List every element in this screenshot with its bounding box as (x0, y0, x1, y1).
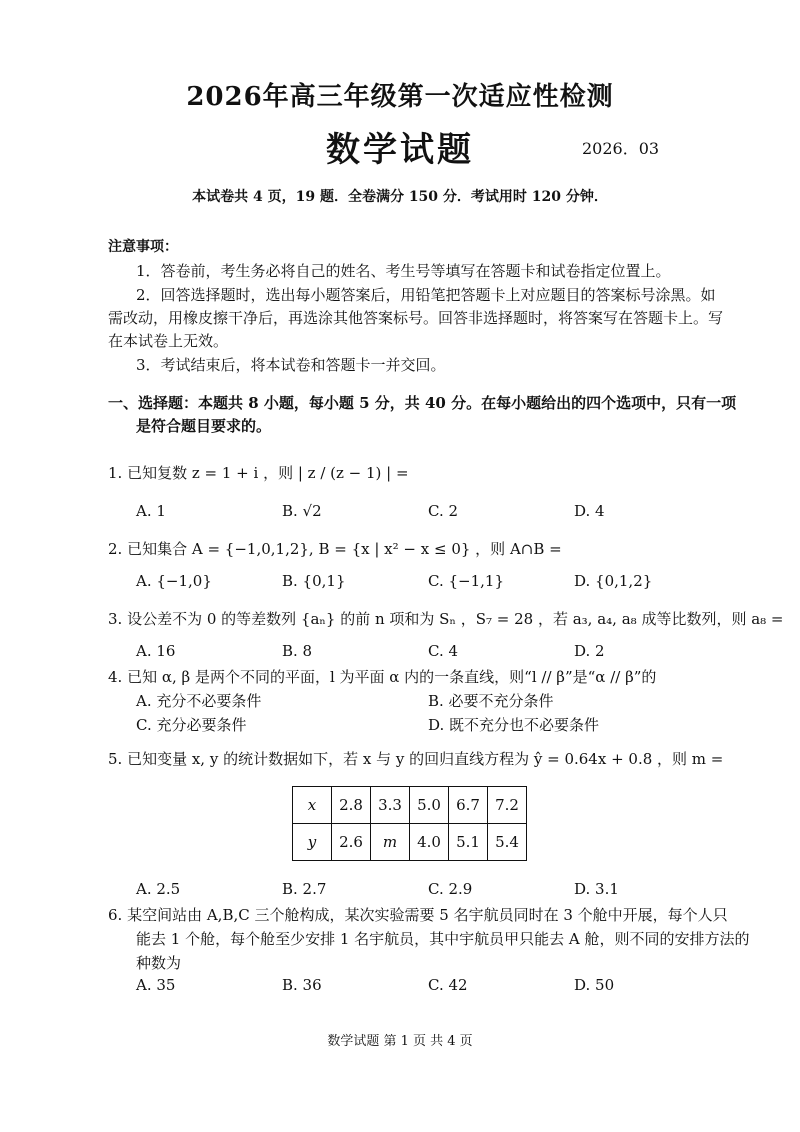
subject-title: 数学试题 (326, 130, 474, 170)
q4-option-c: C. 充分必要条件 (136, 716, 247, 734)
table-cell: x (293, 787, 332, 824)
table-cell: 5.4 (488, 824, 527, 861)
question-6-line2: 能去 1 个舱，每个舱至少安排 1 名宇航员，其中宇航员甲只能去 A 舱，则不同的安排方法的 (136, 930, 750, 948)
q1-option-b: B. √2 (282, 502, 322, 520)
q5-option-c: C. 2.9 (428, 880, 473, 898)
table-cell: 5.0 (410, 787, 449, 824)
question-3-stem: 3. 设公差不为 0 的等差数列 {aₙ} 的前 n 项和为 Sₙ ，S₇ = 28 ，若 a₃, a₄, a₈ 成等比数列，则 a₈ = (108, 610, 784, 628)
q4-option-a: A. 充分不必要条件 (136, 692, 262, 710)
question-2-stem: 2. 已知集合 A = {−1,0,1,2}, B = {x | x² − x ≤ 0} ，则 A∩B = (108, 540, 562, 558)
section-heading-line2: 是符合题目要求的。 (136, 417, 272, 435)
q5-option-a: A. 2.5 (136, 880, 181, 898)
table-cell: 2.6 (332, 824, 371, 861)
q4-option-d: D. 既不充分也不必要条件 (428, 716, 600, 734)
q2-option-b: B. {0,1} (282, 572, 346, 590)
page-footer: 数学试题 第 1 页 共 4 页 (327, 1034, 473, 1049)
table-cell: 5.1 (449, 824, 488, 861)
q5-option-d: D. 3.1 (574, 880, 619, 898)
exam-date: 2026．03 (582, 139, 660, 158)
question-6-line3: 种数为 (136, 954, 182, 972)
q5-option-b: B. 2.7 (282, 880, 327, 898)
exam-intro: 本试卷共 4 页，19 题．全卷满分 150 分．考试用时 120 分钟． (192, 189, 608, 205)
table-cell: 6.7 (449, 787, 488, 824)
q3-option-d: D. 2 (574, 642, 605, 660)
q6-option-c: C. 42 (428, 976, 468, 994)
q1-option-a: A. 1 (136, 502, 166, 520)
q4-option-b: B. 必要不充分条件 (428, 692, 554, 710)
q3-option-a: A. 16 (136, 642, 176, 660)
q6-option-d: D. 50 (574, 976, 615, 994)
q6-option-b: B. 36 (282, 976, 322, 994)
q6-option-a: A. 35 (136, 976, 176, 994)
question-5-stem: 5. 已知变量 x, y 的统计数据如下，若 x 与 y 的回归直线方程为 ŷ = 0.64x + 0.8 ，则 m = (108, 750, 724, 768)
table-cell: y (293, 824, 332, 861)
exam-title: 2026年高三年级第一次适应性检测 (186, 82, 614, 112)
statistics-table (292, 786, 527, 861)
q1-option-c: C. 2 (428, 502, 459, 520)
note-item-2-line1: 2．回答选择题时，选出每小题答案后，用铅笔把答题卡上对应题目的答案标号涂黑。如 (136, 286, 716, 304)
table-cell: 7.2 (488, 787, 527, 824)
note-item-1: 1．答卷前，考生务必将自己的姓名、考生号等填写在答题卡和试卷指定位置上。 (136, 262, 671, 280)
q2-option-c: C. {−1,1} (428, 572, 504, 590)
table-row-x (293, 787, 527, 824)
note-item-2-line2: 需改动，用橡皮擦干净后，再选涂其他答案标号。回答非选择题时，将答案写在答题卡上。写 (108, 309, 724, 327)
note-item-2-line3: 在本试卷上无效。 (108, 332, 229, 350)
q1-option-d: D. 4 (574, 502, 605, 520)
q3-option-b: B. 8 (282, 642, 313, 660)
table-cell: m (371, 824, 410, 861)
question-6-line1: 6. 某空间站由 A,B,C 三个舱构成，某次实验需要 5 名宇航员同时在 3 个舱中开展，每个人只 (108, 906, 728, 924)
table-cell: 2.8 (332, 787, 371, 824)
q2-option-d: D. {0,1,2} (574, 572, 653, 590)
note-item-3: 3．考试结束后，将本试卷和答题卡一并交回。 (136, 356, 446, 374)
q2-option-a: A. {−1,0} (136, 572, 212, 590)
question-1-stem: 1. 已知复数 z = 1 + i ，则 | z / (z − 1) | = (108, 464, 409, 482)
table-cell: 3.3 (371, 787, 410, 824)
table-cell: 4.0 (410, 824, 449, 861)
q3-option-c: C. 4 (428, 642, 459, 660)
question-4-stem: 4. 已知 α, β 是两个不同的平面，l 为平面 α 内的一条直线，则“l // β”是“α // β”的 (108, 668, 657, 686)
notes-title: 注意事项： (108, 239, 178, 255)
section-heading: 一、选择题：本题共 8 小题，每小题 5 分，共 40 分。在每小题给出的四个选项中，只有一项 (108, 394, 737, 412)
table-row-y (293, 824, 527, 861)
